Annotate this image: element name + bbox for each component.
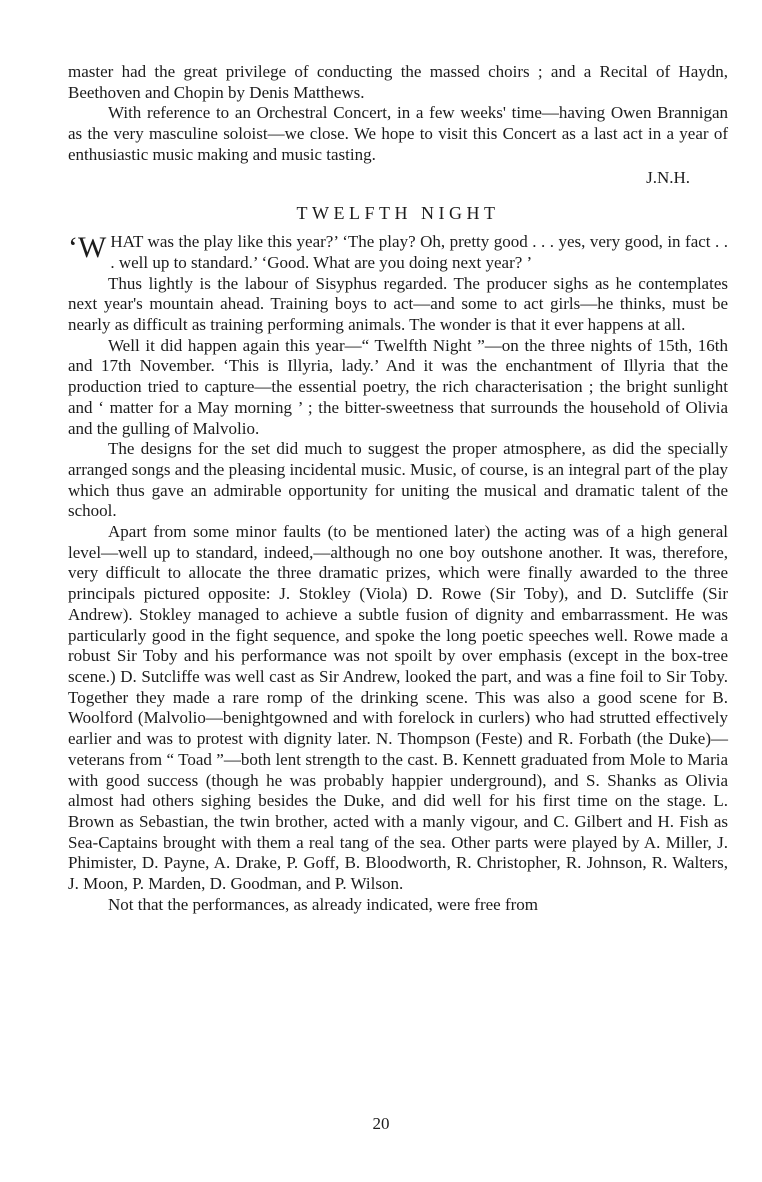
article-paragraph-6: Not that the performances, as already indicated, were free from bbox=[108, 894, 538, 914]
article-paragraph-5: Apart from some minor faults (to be mentioned later) the acting was of a high general level—well up to standard, indeed,—although no one boy outshone another. It was, therefore, very difficult to allocate the three dramatic prizes, which were finally awarded to the three principals pictured opposite: J. Stokley (Viola) D. Rowe (Sir Toby), and D. Sutcliffe (Sir Andrew). Stokley managed to achieve a subtle fusion of dignity and embarrassment. He was particularly good in the fight sequence, and spoke the long poetic speeches well. Rowe made a robust Sir Toby and his performance was not spoilt by over emphasis (except in the box-tree scene.) D. Sutcliffe was well cast as Sir Andrew, looked the part, and was a fine foil to Sir Toby. Together they made a rare romp of the drinking scene. This was also a good scene for B. Woolford (Malvolio—benightgowned and with forelock in curlers) who had strutted effectively earlier and was to protest with dignity later. N. Thompson (Feste) and R. Forbath (the Duke)—veterans from “ Toad ”—both lent strength to the cast. B. Kennett graduated from Mole to Maria with good success (though he was probably happier underground), and S. Shanks as Olivia almost had others sighing besides the Duke, and did well for his first time on the stage. L. Brown as Sebastian, the twin brother, acted with a manly vigour, and C. Gilbert and H. Fish as Sea-Captains brought with them a real tang of the sea. Other parts were played by A. Miller, J. Phimister, D. Payne, A. Drake, P. Goff, B. Bloodworth, R. Christopher, R. Johnson, R. Walters, J. Moon, P. Marden, D. Goodman, and P. Wilson. bbox=[68, 522, 728, 894]
article-paragraph-4: The designs for the set did much to suggest the proper atmosphere, as did the specially arranged songs and the pleasing incidental music. Music, of course, is an integral part of the play which thus gave an admirable opportunity for uniting the musical and dramatic talent of the school. bbox=[68, 439, 728, 521]
intro-paragraph-2: With reference to an Orchestral Concert, in a few weeks' time—having Owen Brannigan as the very masculine soloist—we close. We hope to visit this Concert as a last act in a year of enthusiastic music making and music tasting. bbox=[68, 103, 728, 164]
article-paragraph-2: Thus lightly is the labour of Sisyphus regarded. The producer sighs as he contemplates next year's mountain ahead. Training boys to act—and some to act girls—he thinks, must be nearly as difficult as training performing animals. The wonder is that it ever happens at all. bbox=[68, 273, 728, 335]
page-number: 20 bbox=[372, 1114, 390, 1133]
article-paragraph-1 bbox=[68, 232, 728, 273]
article-paragraph-1-text: HAT was the play like this year?’ ‘The play? Oh, pretty good . . . yes, very good, in fact . . . well up to standard.’ ‘Good. What are you doing next year? ’ bbox=[110, 232, 728, 272]
article-title: TWELFTH NIGHT bbox=[296, 203, 500, 224]
drop-cap: ‘W bbox=[68, 231, 107, 265]
intro-paragraph-1: master had the great privilege of conducting the massed choirs ; and a Recital of Haydn, Beethoven and Chopin by Denis Matthews. bbox=[68, 62, 728, 102]
author-signature: J.N.H. bbox=[646, 167, 690, 187]
article-paragraph-3: Well it did happen again this year—“ Twelfth Night ”—on the three nights of 15th, 16th and 17th November. ‘This is Illyria, lady.’ And it was the enchantment of Illyria that the production tried to capture—the essential poetry, the rich characterisation ; the bright sunlight and ‘ matter for a May morning ’ ; the bitter-sweetness that surrounds the household of Olivia and the gulling of Malvolio. bbox=[68, 335, 728, 438]
page-body bbox=[68, 62, 728, 915]
